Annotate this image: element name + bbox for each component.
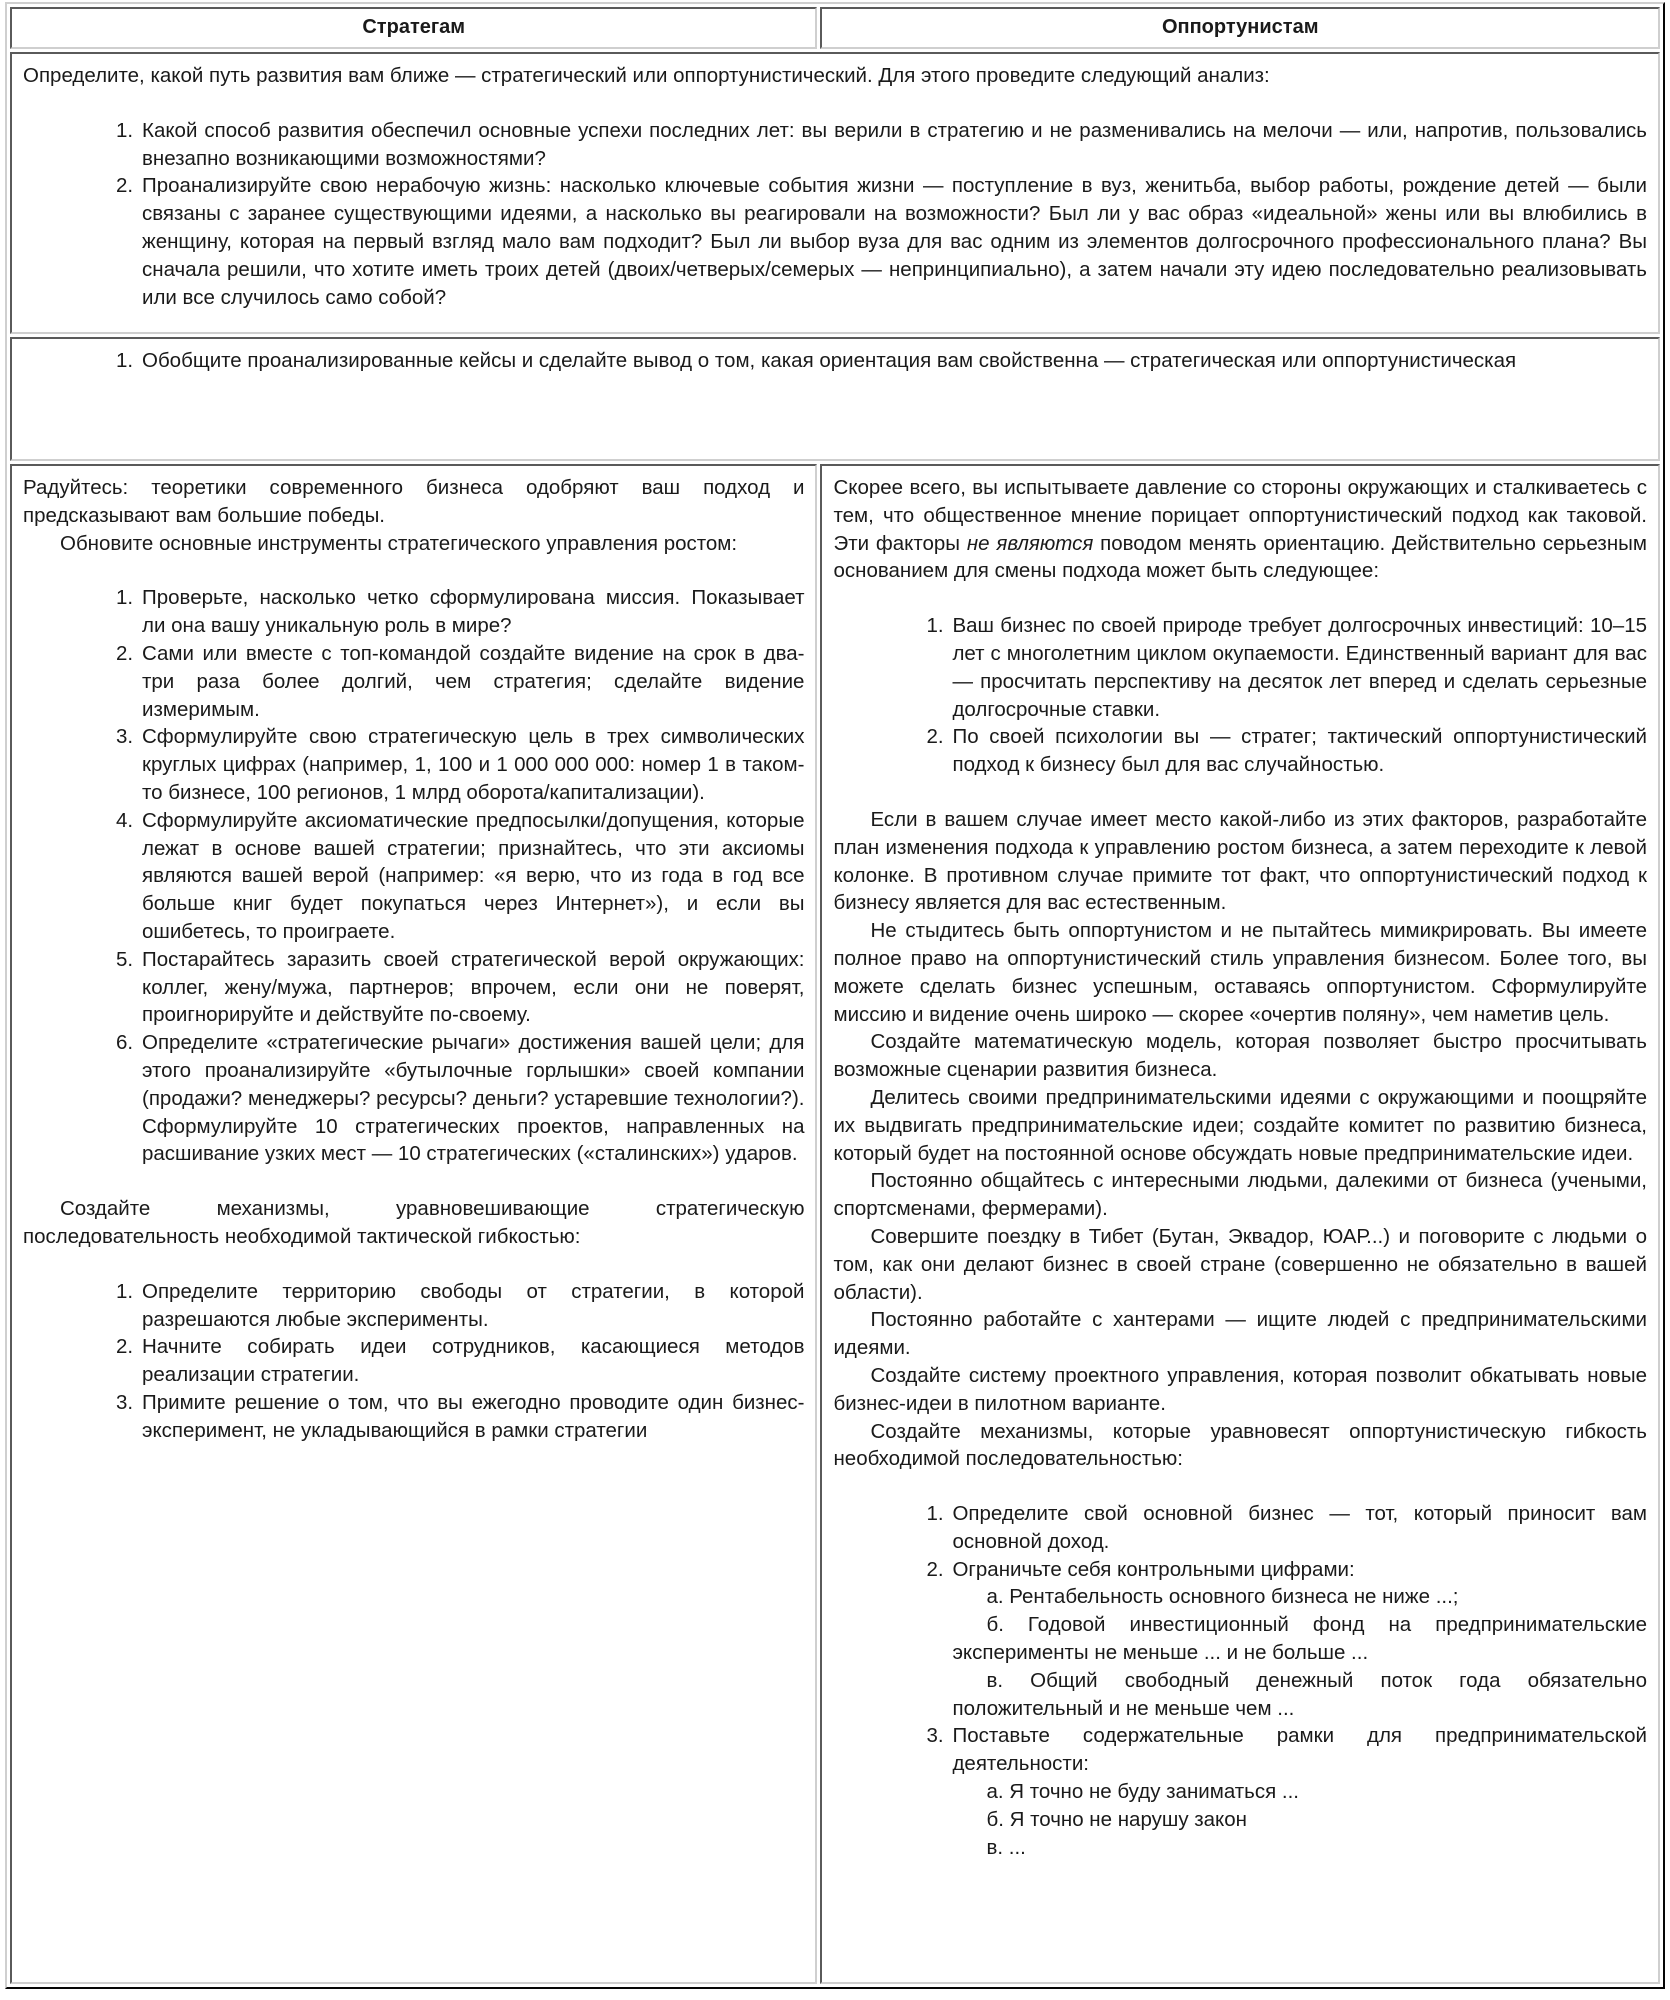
list-item: 1. Какой способ развития обеспечил основные успехи последних лет: вы верили в стратегию и не разменивались на мелочи — или, напротив, пользовались внезапно возникающими возможностями? [116,118,1647,170]
list-item: 1. Определите свой основной бизнес — тот, который приносит вам основной доход. [926,1502,1647,1553]
opportunists-paragraph: Создайте математическую модель, которая позволяет быстро просчитывать возможные сценарии развития бизнеса. [833,1030,1647,1082]
list-item: 3. Примите решение о том, что вы ежегодно проводите один бизнес-эксперимент, не укладывающийся в рамки стратегии [116,1390,805,1442]
opportunists-paragraph: Создайте систему проектного управления, которая позволит обкатывать новые бизнес-идеи в пилотном варианте. [833,1363,1647,1415]
opportunists-cell [820,464,1660,1984]
opportunists-paragraph: Если в вашем случае имеет место какой-либо из этих факторов, разработайте план изменения подхода к управлению ростом бизнеса, а затем переходите к левой колонке. В противном случае примите тот факт, что оппортунистический подход к бизнесу является для вас естественным. [833,807,1647,915]
list-item: 3. Сформулируйте свою стратегическую цель в трех символических круглых цифрах (например, 1, 100 и 1 000 000 000: номер 1 в таком-то бизнесе, 100 регионов, 1 млрд оборота/капитализации). [116,725,805,804]
header-strategists: Стратегам [10,7,817,49]
list-item: 2. По своей психологии вы — стратег; тактический оппортунистический подход к бизнесу был для вас случайностью. [926,725,1647,777]
sub-item: а. Я точно не буду заниматься ... [986,1780,1299,1804]
opportunists-paragraph: Делитесь своими предпринимательскими идеями с окружающими и поощряйте их выдвигать предпринимательские идеи; создайте комитет по развитию бизнеса, который будет на постоянной основе обсуждать новые предпринимательские идеи. [833,1085,1647,1165]
strategists-paragraph: Радуйтесь: теоретики современного бизнеса одобряют ваш подход и предсказывают вам большие победы. [23,476,805,527]
opportunists-paragraph: Постоянно общайтесь с интересными людьми, далекими от бизнеса (учеными, спортсменами, фермерами). [833,1169,1647,1221]
emphasis-text: не являются [966,531,1094,555]
opportunists-paragraph: Скорее всего, вы испытываете давление со стороны окружающих и сталкиваетесь с тем, что общественное мнение порицает оппортунистический подход как таковой. Эти факторы не являются поводом менять ориентацию. Действительно серьезным основанием для смены подхода может быть следующее: [833,476,1647,583]
list-item: 1. Определите территорию свободы от стратегии, в которой разрешаются любые эксперименты. [116,1279,805,1331]
opportunists-paragraph: Создайте механизмы, которые уравновесят оппортунистическую гибкость необходимой последовательностью: [833,1419,1647,1471]
conclusion-cell [10,337,1660,461]
list-item: 1. Проверьте, насколько четко сформулирована миссия. Показывает ли она вашу уникальную роль в мире? [116,586,805,638]
list-item: 5. Постарайтесь заразить своей стратегической верой окружающих: коллег, жену/мужа, партнеров; впрочем, если они не поверят, проигнорируйте и действуйте по-своему. [116,947,805,1027]
opportunists-balance-list [833,1500,1647,1861]
strategists-cell [10,464,817,1984]
list-item: 3. Поставьте содержательные рамки для предпринимательской деятельности: а. Я точно не буду заниматься ... б. Я точно не нарушу закон в. ... [833,1722,1647,1861]
header-opportunists: Оппортунистам [820,7,1660,49]
list-item: 4. Сформулируйте аксиоматические предпосылки/допущения, которые лежат в основе вашей стратегии; признайтесь, что эти аксиомы являются вашей верой (например: «я верю, что из года в год все больше книг будет покупаться через Интернет»), и если вы ошибетесь, то проиграете. [116,808,805,943]
main-row [10,464,1660,1984]
opportunists-paragraph: Не стыдитесь быть оппортунистом и не пытайтесь мимикрировать. Вы имеете полное право на оппортунистический стиль управления бизнесом. Более того, вы можете сделать бизнес успешным, оставаясь оппортунистом. Сформулируйте миссию и видение очень широко — скорее «очертив поляну», чем наметив цель. [833,919,1647,1026]
opportunists-factors-list [833,612,1647,779]
intro-row [10,52,1660,334]
sub-item: а. Рентабельность основного бизнеса не ниже ...; [986,1585,1459,1609]
sub-item: б. Годовой инвестиционный фонд на предпринимательские эксперименты не меньше ... и не больше ... [952,1613,1647,1665]
strategists-paragraph: Создайте механизмы, уравновешивающие стратегическую последовательность необходимой тактической гибкостью: [23,1197,805,1248]
list-item: 2. Начните собирать идеи сотрудников, касающиеся методов реализации стратегии. [116,1335,805,1387]
conclusion-row [10,337,1660,461]
list-item: 2. Сами или вместе с топ-командой создайте видение на срок в два-три раза более долгий, чем стратегия; сделайте видение измеримым. [116,641,805,721]
list-item: 6. Определите «стратегические рычаги» достижения вашей цели; для этого проанализируйте «бутылочные горлышки» своей компании (продажи? менеджеры? ресурсы? деньги? устаревшие технологии?). Сформулируйте 10 стратегических проектов, направленных на расшивание узких мест — 10 стратегических («сталинских») ударов. [116,1031,805,1166]
list-item: 2. Проанализируйте свою нерабочую жизнь: насколько ключевые события жизни — поступление в вуз, женитьба, выбор работы, рождение детей — были связаны с заранее существующими идеями, а насколько вы реагировали на возможности? Был ли у вас образ «идеальной» жены или вы влюбились в женщину, которая на первый взгляд мало вам подходит? Был ли выбор вуза для вас одним из элементов долгосрочного профессионального плана? Вы сначала решили, что хотите иметь троих детей (двоих/четверых/семерых — непринципиально), а затем начали эту идею последовательно реализовывать или все случилось само собой? [116,174,1647,309]
list-item: 1. Обобщите проанализированные кейсы и сделайте вывод о том, какая ориентация вам свойственна — стратегическая или оппортунистическая [116,349,1517,372]
intro-cell [10,52,1660,334]
list-item: 2. Ограничьте себя контрольными цифрами: а. Рентабельность основного бизнеса не ниже ...; б. Годовой инвестиционный фонд на предпринимательские эксперименты не меньше ... и не больше ... в. Общий свободный денежный поток года обязательно положительный и не меньше чем ... [833,1556,1647,1723]
conclusion-list [23,347,1647,375]
sub-item: в. Общий свободный денежный поток года обязательно положительный и не меньше чем ... [952,1668,1647,1720]
intro-list [23,117,1647,312]
comparison-table [5,2,1665,1989]
list-item: 1. Ваш бизнес по своей природе требует долгосрочных инвестиций: 10–15 лет с многолетним циклом окупаемости. Единственный вариант для вас — просчитать перспективу на десяток лет вперед и сделать серьезные долгосрочные ставки. [926,614,1647,721]
opportunists-paragraph: Совершите поездку в Тибет (Бутан, Эквадор, ЮАР...) и поговорите с людьми о том, как они делают бизнес в своей стране (совершенно не обязательно в вашей области). [833,1224,1647,1304]
opportunists-paragraph: Постоянно работайте с хантерами — ищите людей с предпринимательскими идеями. [833,1308,1647,1360]
sub-item: б. Я точно не нарушу закон [986,1807,1247,1831]
header-row [10,7,1660,49]
strategists-tools-list [23,584,804,1168]
strategists-paragraph: Обновите основные инструменты стратегического управления ростом: [60,531,738,555]
strategists-balance-list [23,1278,804,1445]
sub-item: в. ... [986,1835,1026,1859]
intro-lead: Определите, какой путь развития вам ближе — стратегический или оппортунистический. Для этого проведите следующий анализ: [23,64,1270,87]
